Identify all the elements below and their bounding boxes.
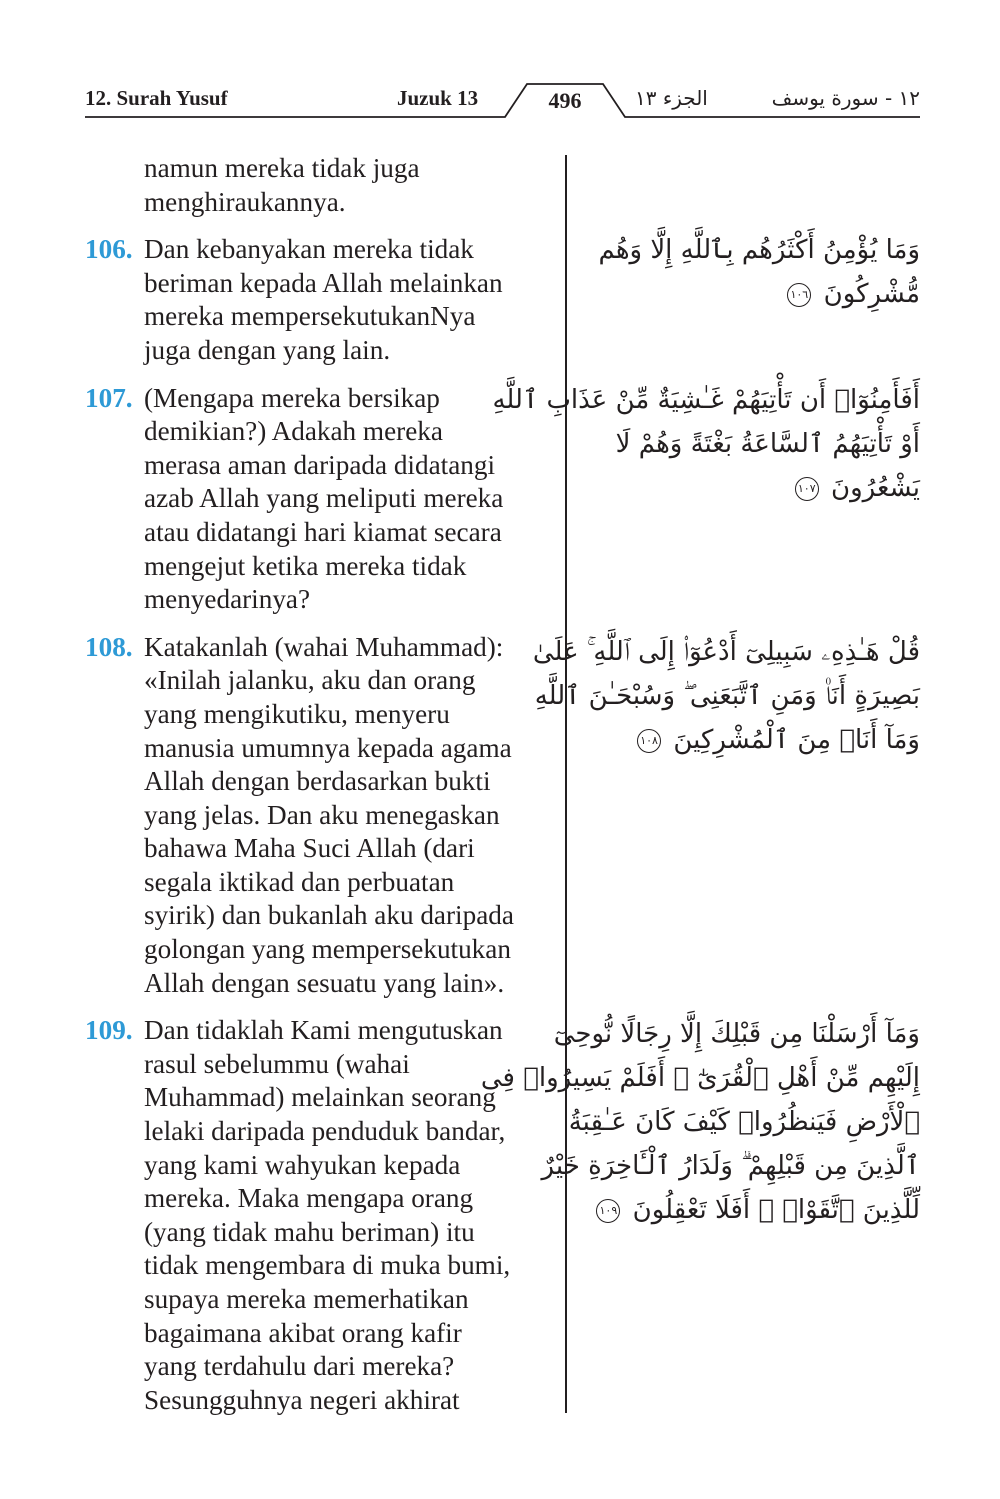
translation-line: beriman kepada Allah melainkan	[144, 267, 503, 298]
verse-number: 107.	[85, 382, 133, 413]
arabic-verse-109	[480, 1012, 920, 1232]
arabic-line: قُلْ هَـٰذِهِۦ سَبِيلِىٓ أَدْعُوٓا۟ إِلَى ٱللَّهِ ۚ عَلَىٰ	[532, 637, 920, 667]
arabic-line: إِلَيْهِم مِّنْ أَهْلِ ٱلْقُرَىٰٓ ۗ أَفَلَمْ يَسِيرُوا۟ فِى	[480, 1063, 920, 1093]
translation-line: Dan tidaklah Kami mengutuskan	[144, 1015, 503, 1046]
arabic-line-text: مُّشْرِكُونَ	[823, 279, 920, 309]
translation-line: (yang tidak mahu beriman) itu	[144, 1216, 475, 1247]
arabic-verse-106	[590, 228, 920, 316]
arabic-line-text: وَمَآ أَنَا۠ مِنَ ٱلْمُشْرِكِينَ	[673, 725, 920, 755]
translation-paragraph-108	[85, 631, 560, 1001]
translation-paragraph-107	[85, 382, 560, 617]
translation-line: lelaki daripada penduduk bandar,	[144, 1116, 506, 1147]
translation-line: syirik) dan bukanlah aku daripada	[144, 900, 514, 931]
page-header	[85, 80, 920, 124]
translation-paragraph-continuation	[85, 152, 560, 219]
arabic-line: بَصِيرَةٍ أَنَا۠ وَمَنِ ٱتَّبَعَنِى ۖ وَسُبْحَـٰنَ ٱللَّهِ	[534, 681, 920, 711]
translation-line: azab Allah yang meliputi mereka	[144, 483, 504, 514]
translation-line: yang mengikutiku, menyeru	[144, 698, 450, 729]
arabic-line-final	[590, 718, 920, 762]
arabic-line-final	[590, 1188, 920, 1232]
translation-line: mereka mempersekutukanNya	[144, 301, 476, 332]
arabic-line: ٱلَّذِينَ مِن قَبْلِهِمْ ۗ وَلَدَارُ ٱلْـَٔاخِرَةِ خَيْرٌ	[541, 1151, 920, 1181]
translation-line: bagaimana akibat orang kafir	[144, 1317, 462, 1348]
translation-line: supaya mereka memerhatikan	[144, 1284, 469, 1314]
translation-line: manusia umumnya kepada agama	[144, 732, 512, 763]
translation-line: segala iktikad dan perbuatan	[144, 866, 455, 897]
translation-line: yang terdahulu dari mereka?	[144, 1351, 455, 1382]
translation-line: Dan kebanyakan mereka tidak	[144, 234, 474, 265]
translation-line: juga dengan yang lain.	[144, 334, 391, 365]
translation-line: namun mereka tidak juga	[144, 153, 420, 183]
arabic-line-final	[590, 466, 920, 510]
translation-line: Katakanlah (wahai Muhammad):	[144, 631, 504, 662]
ayah-number-marker: ١٠٨	[637, 729, 661, 753]
verse-number: 109.	[85, 1015, 133, 1046]
juzuk-label: Juzuk 13	[397, 86, 479, 110]
translation-line: golongan yang mempersekutukan	[144, 934, 511, 965]
translation-line: Sesungguhnya negeri akhirat	[144, 1384, 460, 1415]
translation-line: yang kami wahyukan kepada	[144, 1149, 461, 1180]
translation-line: atau didatangi hari kiamat secara	[144, 516, 502, 547]
arabic-line: ٱلْأَرْضِ فَيَنظُرُوا۟ كَيْفَ كَانَ عَـٰقِبَةُ	[568, 1107, 920, 1137]
ayah-number-marker: ١٠٩	[596, 1199, 620, 1223]
translation-line: Muhammad) melainkan seorang	[144, 1082, 496, 1113]
translation-line: demikian?) Adakah mereka	[144, 416, 443, 447]
translation-line: tidak mengembara di muka bumi,	[144, 1250, 511, 1281]
translation-column	[85, 152, 560, 1431]
translation-line: yang jelas. Dan aku menegaskan	[144, 799, 500, 830]
page-number: 496	[548, 88, 582, 113]
column-divider	[565, 155, 567, 1413]
juz-arabic-label: الجزء ١٣	[635, 86, 708, 110]
translation-line: «Inilah jalanku, aku dan orang	[144, 665, 476, 696]
ayah-number-marker: ١٠٦	[787, 283, 811, 307]
arabic-line: أَفَأَمِنُوٓا۟ أَن تَأْتِيَهُمْ غَـٰشِيَةٌ مِّنْ عَذَابِ ٱللَّهِ	[492, 385, 920, 415]
arabic-verse-108	[532, 630, 920, 762]
translation-line: Allah dengan berdasarkan bukti	[144, 766, 491, 797]
verse-number: 106.	[85, 234, 133, 265]
surah-arabic-label: ١٢ - سورة يوسف	[771, 86, 920, 110]
translation-line: merasa aman daripada didatangi	[144, 449, 496, 480]
translation-line: Allah dengan sesuatu yang lain».	[144, 967, 505, 998]
translation-line: menyedarinya?	[144, 584, 311, 615]
arabic-line-text: يَشْعُرُونَ	[831, 473, 920, 503]
arabic-line-final	[590, 272, 920, 316]
ayah-number-marker: ١٠٧	[795, 477, 819, 501]
verse-number: 108.	[85, 631, 133, 662]
arabic-line-text: لِّلَّذِينَ ٱتَّقَوْا۟ ۗ أَفَلَا تَعْقِلُونَ	[632, 1195, 920, 1225]
translation-line: menghiraukannya.	[144, 186, 346, 217]
translation-line: bahawa Maha Suci Allah (dari	[144, 833, 475, 864]
arabic-line: أَوْ تَأْتِيَهُمُ ٱلسَّاعَةُ بَغْتَةً وَهُمْ لَا	[615, 429, 920, 459]
translation-line: rasul sebelummu (wahai	[144, 1048, 410, 1079]
translation-line: mengejut ketika mereka tidak	[144, 550, 467, 581]
surah-label: 12. Surah Yusuf	[85, 86, 228, 110]
translation-line: (Mengapa mereka bersikap	[144, 382, 440, 413]
translation-paragraph-106	[85, 233, 560, 367]
translation-line: mereka. Maka mengapa orang	[144, 1183, 474, 1214]
arabic-line: وَمَآ أَرْسَلْنَا مِن قَبْلِكَ إِلَّا رِجَالًا نُّوحِىٓ	[553, 1019, 920, 1049]
arabic-verse-107	[492, 378, 920, 510]
arabic-line: وَمَا يُؤْمِنُ أَكْثَرُهُم بِٱللَّهِ إِلَّا وَهُم	[598, 235, 920, 265]
